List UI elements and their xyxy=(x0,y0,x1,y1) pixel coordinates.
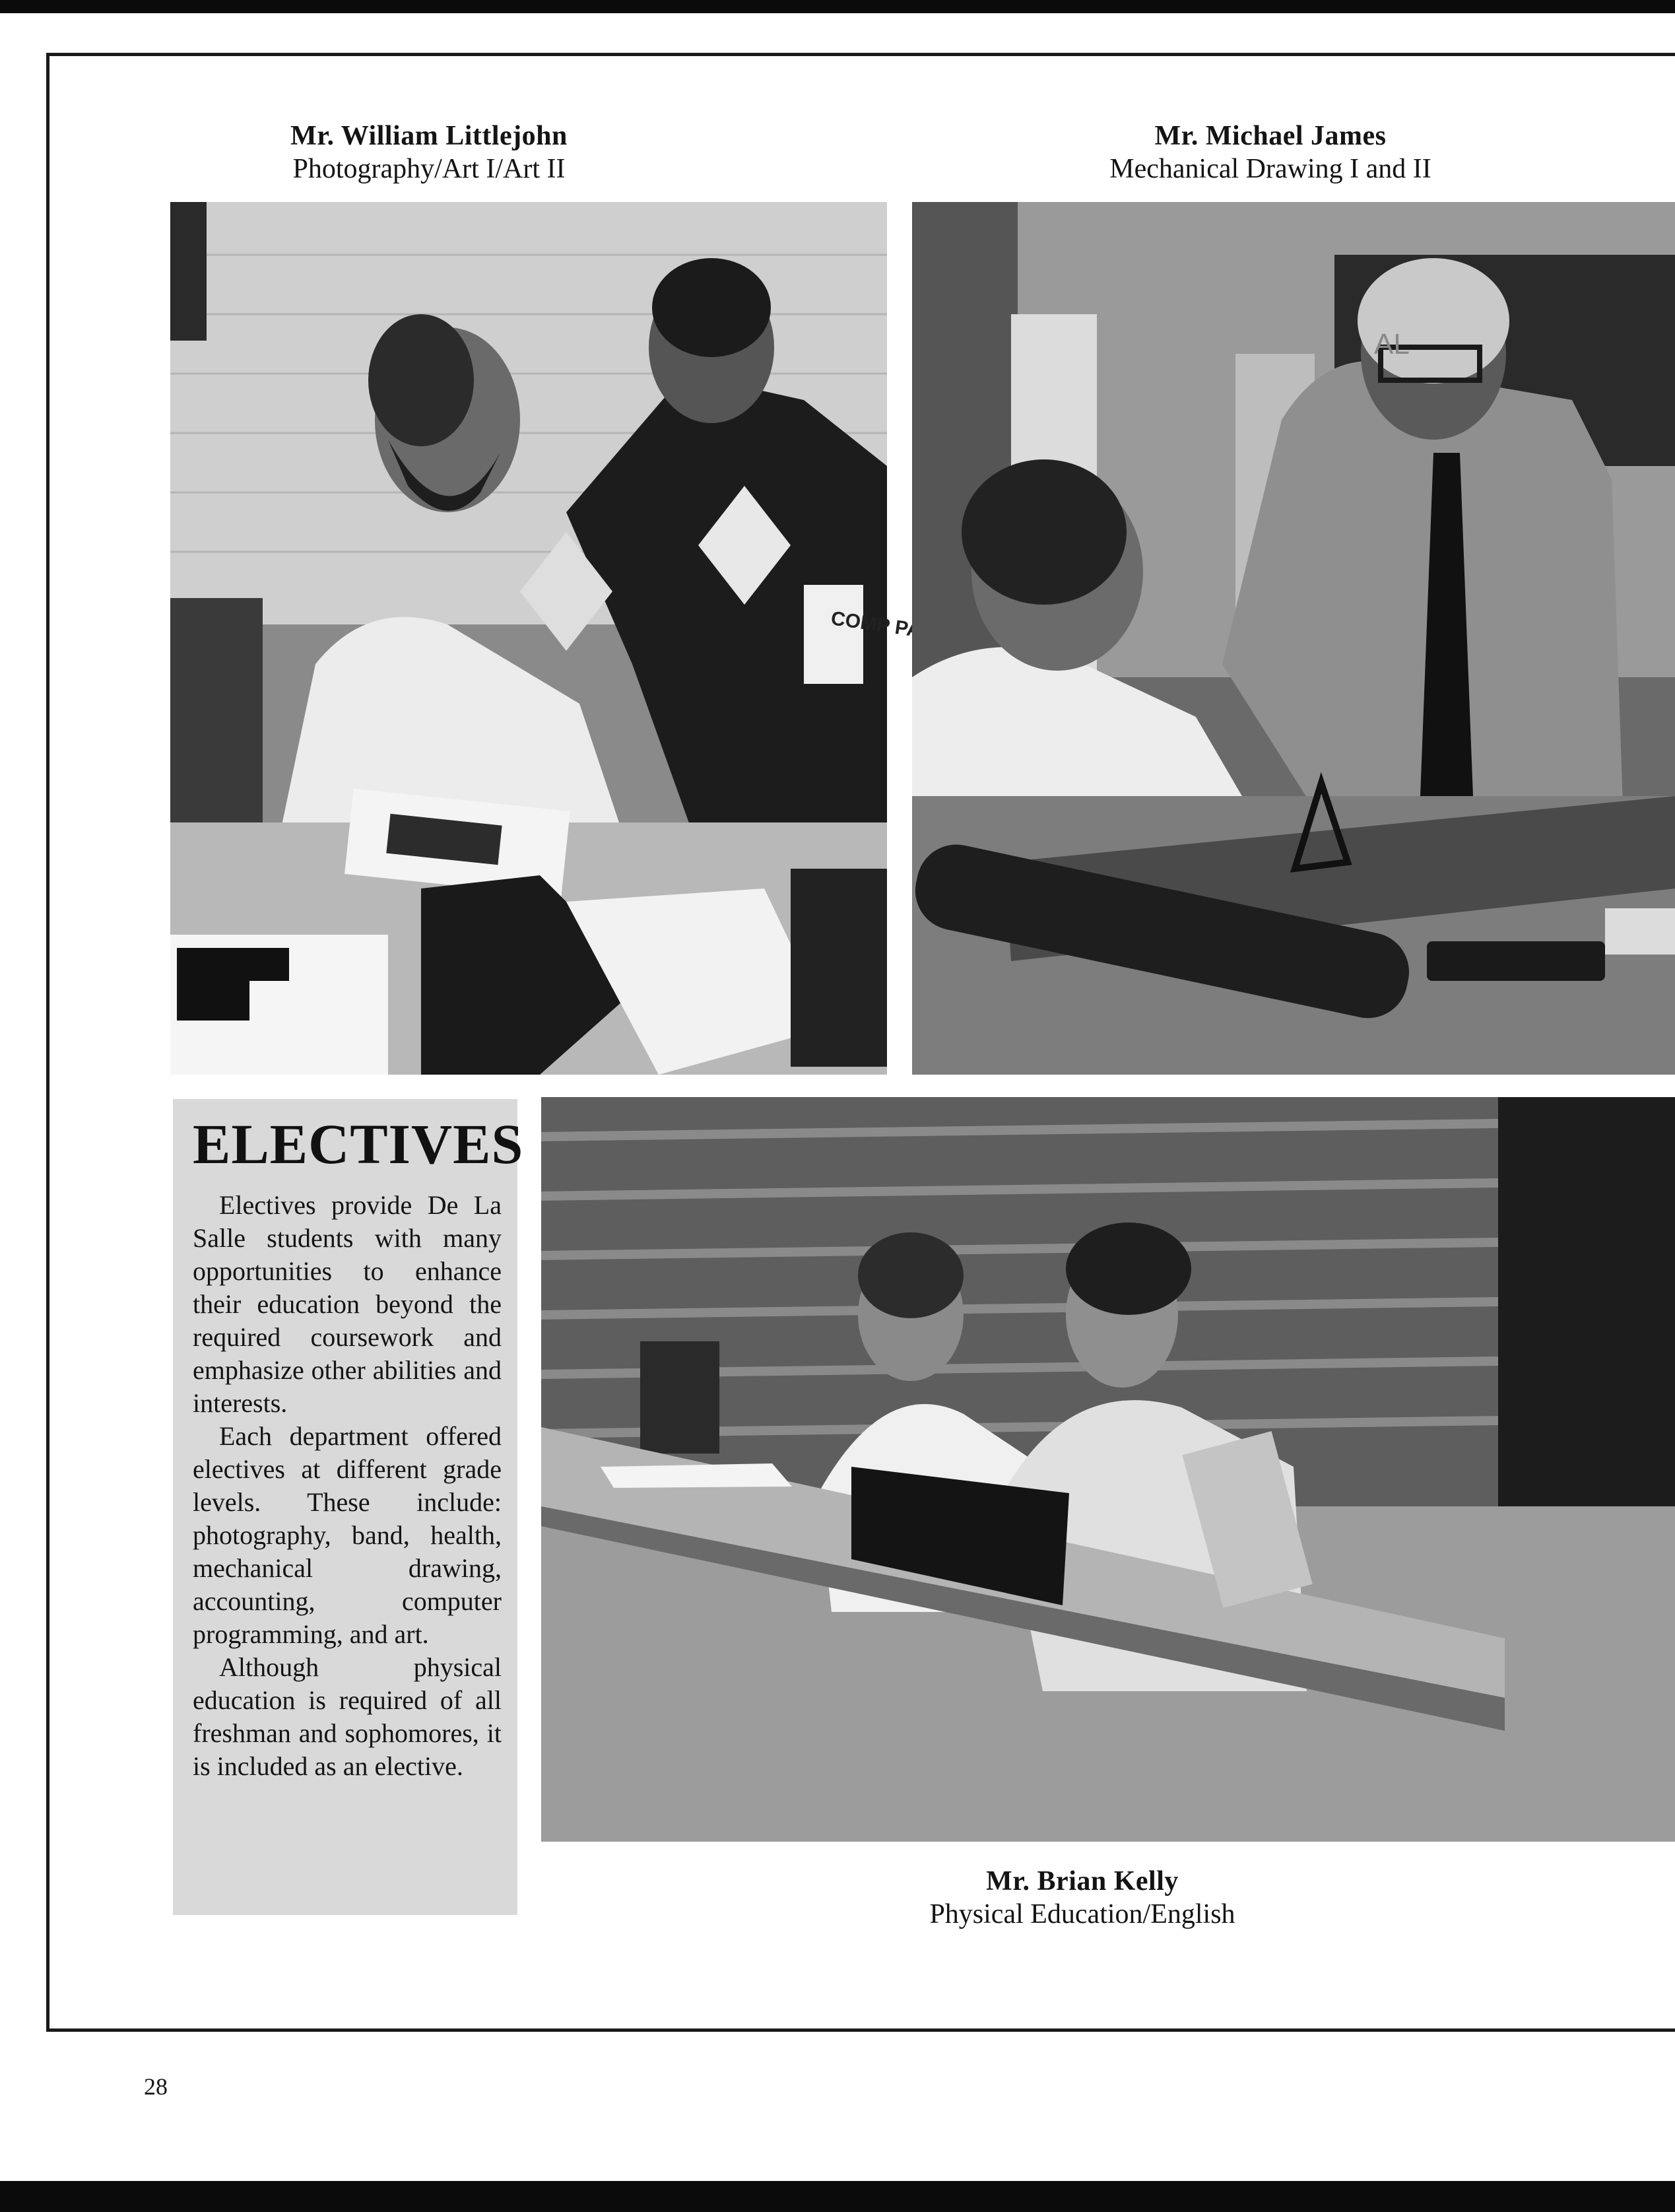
art-room-image xyxy=(170,202,892,1075)
top-scan-edge xyxy=(0,0,1675,13)
bottom-scan-edge xyxy=(0,2181,1675,2212)
teacher-subject: Physical Education/English xyxy=(929,1898,1235,1929)
caption-littlejohn xyxy=(198,120,660,185)
sidebar-paragraph: Electives provide De La Salle students with many opportunities to enhance their education beyond the required coursework and emphasize other abilities and interests. xyxy=(193,1190,502,1418)
paper-sign-text: COMP xyxy=(830,607,892,638)
sidebar-heading: ELECTIVES xyxy=(193,1112,524,1176)
photo-drafting-room xyxy=(912,202,1675,1075)
sidebar-paragraph: Although physical education is required of all freshman and sophomores, it is included as an elective. xyxy=(193,1652,502,1781)
photo-gymnasium xyxy=(541,1097,1675,1842)
caption-kelly xyxy=(858,1865,1307,1931)
drafting-room-image xyxy=(912,202,1675,1075)
teacher-subject: Photography/Art I/Art II xyxy=(292,153,566,184)
teacher-name: Mr. William Littlejohn xyxy=(290,121,568,151)
page-number: 28 xyxy=(144,2073,168,2100)
wall-sign-text: AL xyxy=(1374,328,1410,360)
gymnasium-image xyxy=(541,1097,1675,1842)
caption-james xyxy=(1010,120,1531,185)
teacher-name: Mr. Brian Kelly xyxy=(986,1866,1179,1896)
electives-sidebar xyxy=(173,1099,524,1915)
teacher-subject: Mechanical Drawing I and II xyxy=(1109,153,1431,184)
teacher-name: Mr. Michael James xyxy=(1154,121,1387,151)
sidebar-paragraph: Each department offered electives at different grade levels. These include: photography, band, health, mechanical drawing, accounting, computer programming, and art. xyxy=(193,1421,502,1649)
photo-art-room xyxy=(170,202,892,1075)
